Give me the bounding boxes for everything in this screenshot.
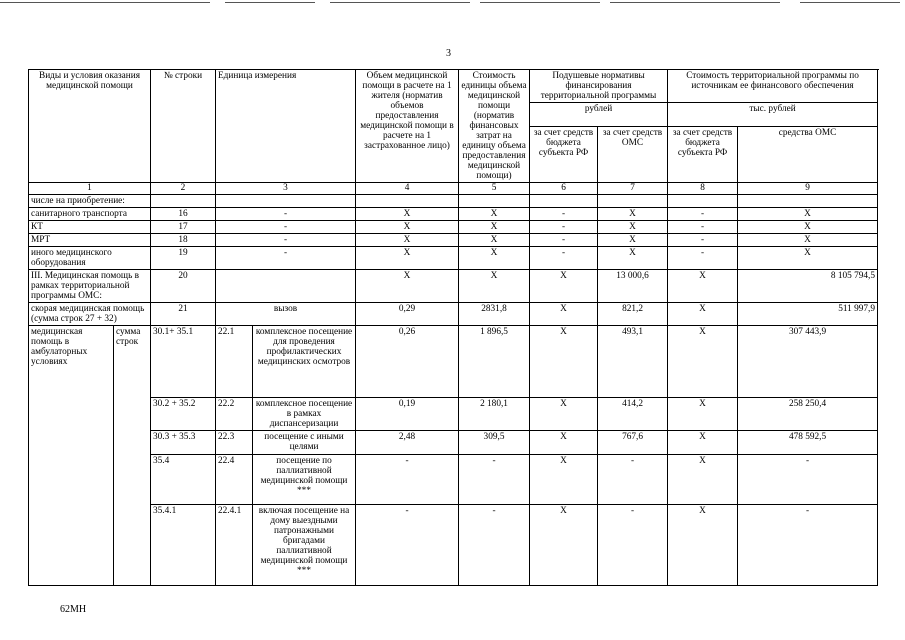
cell-volume: X xyxy=(356,234,459,247)
cell-oms-th xyxy=(738,195,878,208)
cell-oms-th: - xyxy=(738,455,878,505)
cell-oms: 414,2 xyxy=(598,398,668,431)
header-oms-funds: средства ОМС xyxy=(738,127,878,183)
row-number: 16 xyxy=(151,208,216,221)
col-number: 5 xyxy=(459,183,530,195)
table-row xyxy=(29,326,878,398)
header-row-no: № строки xyxy=(151,70,216,183)
cell-volume xyxy=(356,195,459,208)
cell-oms-th: 511 997,9 xyxy=(738,303,878,326)
row-sum: 30.1+ 35.1 xyxy=(151,326,216,398)
cell-budget: X xyxy=(530,431,598,455)
col-number: 7 xyxy=(598,183,668,195)
cell-oms-th: X xyxy=(738,234,878,247)
table-row xyxy=(29,431,878,455)
table-row xyxy=(29,505,878,586)
cell-budget-th: X xyxy=(668,303,738,326)
cell-oms-th: 307 443,9 xyxy=(738,326,878,398)
table-row xyxy=(29,455,878,505)
cell-oms: 821,2 xyxy=(598,303,668,326)
row-number: 22.1 xyxy=(216,326,253,398)
cell-volume: - xyxy=(356,455,459,505)
row-sum: 30.2 + 35.2 xyxy=(151,398,216,431)
cell-oms: - xyxy=(598,455,668,505)
cell-budget xyxy=(530,195,598,208)
col-number: 8 xyxy=(668,183,738,195)
row-number: 20 xyxy=(151,270,216,303)
header-budget-rf-th: за счет средств бюджета субъекта РФ xyxy=(668,127,738,183)
cell-budget: X xyxy=(530,505,598,586)
cell-oms: - xyxy=(598,505,668,586)
col-number: 4 xyxy=(356,183,459,195)
cell-budget-th: - xyxy=(668,208,738,221)
cell-cost: 2831,8 xyxy=(459,303,530,326)
cell-cost: - xyxy=(459,505,530,586)
col-number: 3 xyxy=(216,183,356,195)
table-row xyxy=(29,195,878,208)
row-name: скорая медицинская помощь (сумма строк 27 + 32) xyxy=(29,303,151,326)
row-number: 22.4 xyxy=(216,455,253,505)
header-budget-rf: за счет средств бюджета субъекта РФ xyxy=(530,127,598,183)
header-cost: Стоимость единицы объема медицинской помощи (норматив финансовых затрат на единицу объема предоставления медицинской помощи) xyxy=(459,70,530,183)
cell-volume: X xyxy=(356,270,459,303)
row-number: 22.3 xyxy=(216,431,253,455)
cell-oms: X xyxy=(598,247,668,270)
col-number: 6 xyxy=(530,183,598,195)
cell-budget-th: - xyxy=(668,247,738,270)
cell-oms: 767,6 xyxy=(598,431,668,455)
cell-volume: - xyxy=(356,505,459,586)
page-number: 3 xyxy=(446,48,451,59)
scan-edge-line xyxy=(0,0,905,6)
row-unit: посещение с иными целями xyxy=(253,431,356,455)
col-number: 1 xyxy=(29,183,151,195)
cell-budget-th xyxy=(668,195,738,208)
row-unit: посещение по паллиативной медицинской помощи *** xyxy=(253,455,356,505)
header-per-capita: Подушевые нормативы финансирования территориальной программы xyxy=(530,70,668,103)
cell-cost: X xyxy=(459,234,530,247)
cell-budget: X xyxy=(530,398,598,431)
cell-cost: X xyxy=(459,221,530,234)
row-unit: - xyxy=(216,247,356,270)
header-oms: за счет средств ОМС xyxy=(598,127,668,183)
cell-oms: X xyxy=(598,234,668,247)
header-volume: Объем медицинской помощи в расчете на 1 жителя (норматив объемов предоставления медицинской помощи в расчете на 1 застрахованное лицо) xyxy=(356,70,459,183)
cell-cost: X xyxy=(459,247,530,270)
group-sum-label: сумма строк xyxy=(114,326,151,586)
row-number: 19 xyxy=(151,247,216,270)
row-number: 18 xyxy=(151,234,216,247)
cell-cost: X xyxy=(459,270,530,303)
cell-oms-th: 8 105 794,5 xyxy=(738,270,878,303)
row-unit xyxy=(216,270,356,303)
row-number: 22.2 xyxy=(216,398,253,431)
cell-volume: 2,48 xyxy=(356,431,459,455)
cell-cost: - xyxy=(459,455,530,505)
cell-oms: 13 000,6 xyxy=(598,270,668,303)
cell-cost: X xyxy=(459,208,530,221)
row-unit xyxy=(216,195,356,208)
header-unit: Единица измерения xyxy=(216,70,356,183)
financing-table xyxy=(28,69,878,586)
row-unit: комплексное посещение в рамках диспансеризации xyxy=(253,398,356,431)
cell-oms: X xyxy=(598,221,668,234)
cell-budget: - xyxy=(530,234,598,247)
header-type: Виды и условия оказания медицинской помощи xyxy=(29,70,151,183)
cell-volume: 0,26 xyxy=(356,326,459,398)
cell-volume: X xyxy=(356,221,459,234)
table-row xyxy=(29,208,878,221)
row-unit: включая посещение на дому выездными патронажными бригадами паллиативной медицинской помощи *** xyxy=(253,505,356,586)
cell-cost: 309,5 xyxy=(459,431,530,455)
cell-budget-th: X xyxy=(668,326,738,398)
header-rubles: рублей xyxy=(530,103,668,127)
cell-budget-th: X xyxy=(668,455,738,505)
group-name: медицинская помощь в амбулаторных условиях xyxy=(29,326,114,586)
table-row xyxy=(29,234,878,247)
table-row xyxy=(29,247,878,270)
cell-budget: X xyxy=(530,270,598,303)
row-unit: - xyxy=(216,234,356,247)
cell-budget-th: X xyxy=(668,431,738,455)
cell-budget: - xyxy=(530,247,598,270)
row-sum: 30.3 + 35.3 xyxy=(151,431,216,455)
cell-budget-th: - xyxy=(668,234,738,247)
row-sum: 35.4.1 xyxy=(151,505,216,586)
table-row xyxy=(29,270,878,303)
row-name: числе на приобретение: xyxy=(29,195,151,208)
cell-oms xyxy=(598,195,668,208)
table-row xyxy=(29,398,878,431)
cell-budget-th: X xyxy=(668,505,738,586)
row-name: МРТ xyxy=(29,234,151,247)
cell-oms-th: 258 250,4 xyxy=(738,398,878,431)
row-sum: 35.4 xyxy=(151,455,216,505)
cell-budget: X xyxy=(530,455,598,505)
column-numbers-row xyxy=(29,183,878,195)
table-row xyxy=(29,221,878,234)
cell-oms-th: X xyxy=(738,247,878,270)
row-number: 21 xyxy=(151,303,216,326)
cell-oms: 493,1 xyxy=(598,326,668,398)
cell-cost xyxy=(459,195,530,208)
row-unit: - xyxy=(216,221,356,234)
col-number: 2 xyxy=(151,183,216,195)
cell-volume: X xyxy=(356,247,459,270)
row-name: III. Медицинская помощь в рамках территориальной программы ОМС: xyxy=(29,270,151,303)
cell-oms-th: - xyxy=(738,505,878,586)
cell-budget-th: X xyxy=(668,270,738,303)
cell-budget: - xyxy=(530,208,598,221)
cell-volume: 0,19 xyxy=(356,398,459,431)
cell-cost: 1 896,5 xyxy=(459,326,530,398)
row-number xyxy=(151,195,216,208)
cell-budget-th: X xyxy=(668,398,738,431)
row-name: санитарного транспорта xyxy=(29,208,151,221)
row-number: 17 xyxy=(151,221,216,234)
row-unit: вызов xyxy=(216,303,356,326)
row-unit: комплексное посещение для проведения профилактических медицинских осмотров xyxy=(253,326,356,398)
cell-oms-th: X xyxy=(738,221,878,234)
row-unit: - xyxy=(216,208,356,221)
footer-code: 62МН xyxy=(60,604,87,615)
cell-volume: X xyxy=(356,208,459,221)
header-program-cost: Стоимость территориальной программы по источникам ее финансового обеспечения xyxy=(668,70,878,103)
cell-budget: X xyxy=(530,326,598,398)
table-row xyxy=(29,303,878,326)
cell-volume: 0,29 xyxy=(356,303,459,326)
cell-oms-th: X xyxy=(738,208,878,221)
cell-cost: 2 180,1 xyxy=(459,398,530,431)
cell-budget: - xyxy=(530,221,598,234)
cell-oms: X xyxy=(598,208,668,221)
cell-oms-th: 478 592,5 xyxy=(738,431,878,455)
row-number: 22.4.1 xyxy=(216,505,253,586)
cell-budget: X xyxy=(530,303,598,326)
row-name: иного медицинского оборудования xyxy=(29,247,151,270)
cell-budget-th: - xyxy=(668,221,738,234)
row-name: КТ xyxy=(29,221,151,234)
header-thousand-rubles: тыс. рублей xyxy=(668,103,878,127)
col-number: 9 xyxy=(738,183,878,195)
